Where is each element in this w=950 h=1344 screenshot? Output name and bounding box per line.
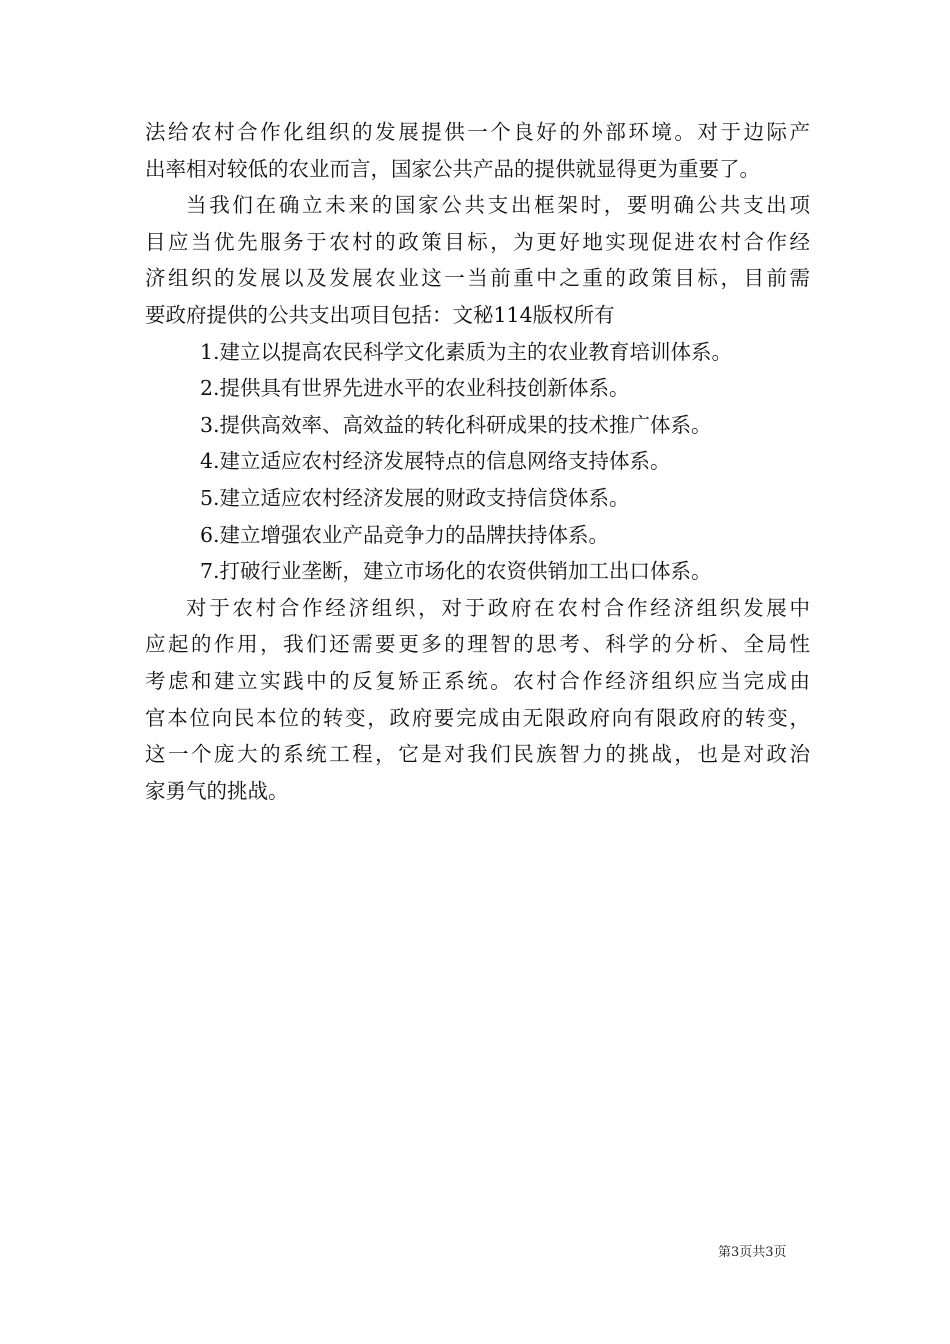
list-item: 2.提供具有世界先进水平的农业科技创新体系。 xyxy=(200,376,630,401)
paragraph-1-line-2: 出率相对较低的农业而言，国家公共产品的提供就显得更为重要了。 xyxy=(145,156,760,181)
paragraph-2-line-3: 济组织的发展以及发展农业这一当前重中之重的政策目标，目前需 xyxy=(145,266,810,291)
closing-paragraph-line-1: 对于农村合作经济组织，对于政府在农村合作经济组织发展中 xyxy=(186,595,810,620)
paragraph-2-line-1: 当我们在确立未来的国家公共支出框架时，要明确公共支出项 xyxy=(186,193,810,218)
document-body xyxy=(145,114,810,809)
closing-paragraph-line-5: 这一个庞大的系统工程，它是对我们民族智力的挑战，也是对政治 xyxy=(145,742,810,767)
paragraph-2-line-4: 要政府提供的公共支出项目包括：文秘114版权所有 xyxy=(145,302,615,327)
list-item: 3.提供高效率、高效益的转化科研成果的技术推广体系。 xyxy=(200,412,712,437)
list-item: 7.打破行业垄断，建立市场化的农资供销加工出口体系。 xyxy=(200,559,712,584)
page-number-footer: 第3页共3页 xyxy=(718,1245,787,1260)
closing-paragraph-line-3: 考虑和建立实践中的反复矫正系统。农村合作经济组织应当完成由 xyxy=(145,668,810,693)
list-item: 4.建立适应农村经济发展特点的信息网络支持体系。 xyxy=(200,449,671,474)
paragraph-2-line-2: 目应当优先服务于农村的政策目标，为更好地实现促进农村合作经 xyxy=(145,229,810,254)
list-item: 1.建立以提高农民科学文化素质为主的农业教育培训体系。 xyxy=(200,339,733,364)
paragraph-1-line-1: 法给农村合作化组织的发展提供一个良好的外部环境。对于边际产 xyxy=(145,120,810,144)
closing-paragraph-line-6: 家勇气的挑战。 xyxy=(145,778,289,803)
closing-paragraph-line-4: 官本位向民本位的转变，政府要完成由无限政府向有限政府的转变， xyxy=(145,705,810,730)
list-item: 5.建立适应农村经济发展的财政支持信贷体系。 xyxy=(200,485,630,510)
closing-paragraph-line-2: 应起的作用，我们还需要更多的理智的思考、科学的分析、全局性 xyxy=(145,632,810,657)
list-item: 6.建立增强农业产品竞争力的品牌扶持体系。 xyxy=(200,522,610,547)
